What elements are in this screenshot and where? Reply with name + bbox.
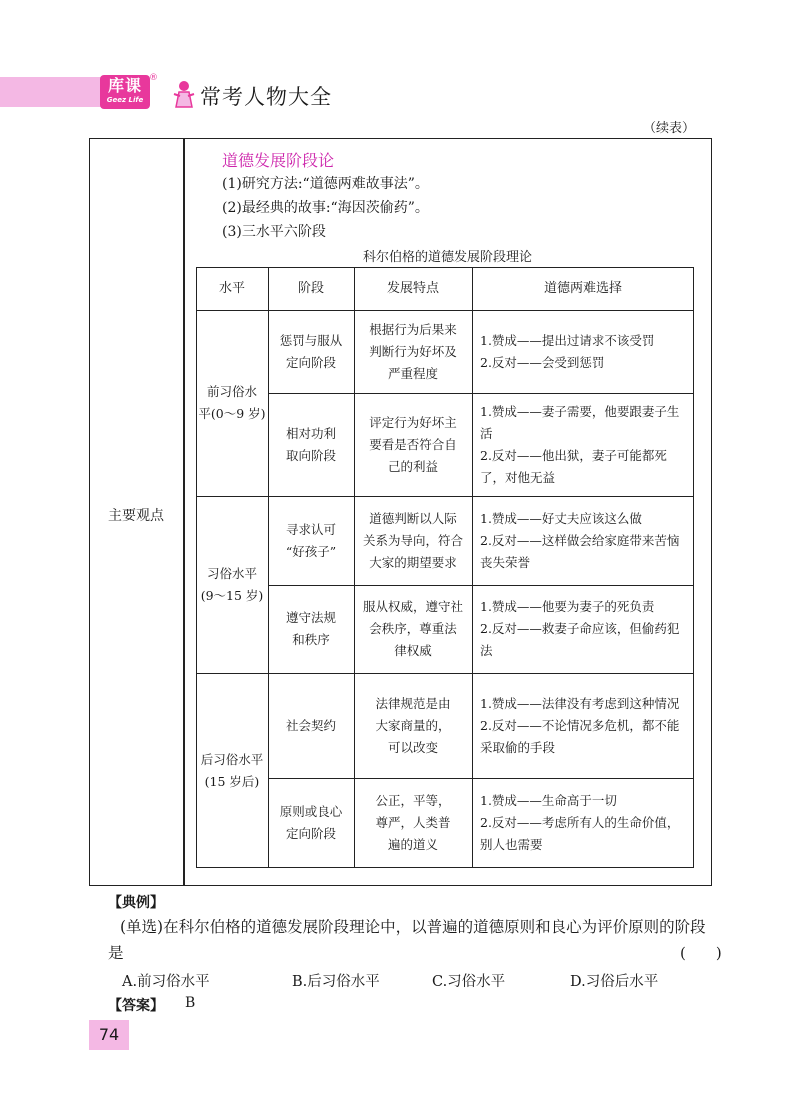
choice-cell: 1.赞成——法律没有考虑到这种情况 2.反对——不论情况多危机，都不能采取偷的手段: [480, 695, 680, 755]
stage-cell: 寻求认可 “好孩子”: [285, 521, 337, 559]
stage-cell: 相对功利 取向阶段: [285, 425, 336, 463]
choice-cell: 1.赞成——好丈夫应该这么做 2.反对——这样做会给家庭带来苦恼丧失荣誉: [480, 510, 680, 570]
choice-cell: 1.赞成——提出过请求不该受罚 2.反对——会受到惩罚: [480, 332, 655, 370]
stage-cell: 惩罚与服从 定向阶段: [279, 332, 343, 370]
page-number: 74: [98, 1025, 120, 1044]
section-item: (2)最经典的故事:“海因茨偷药”。: [222, 200, 429, 216]
brand-logo: 库课 Geez Life ®: [100, 75, 150, 109]
example-question: (单选)在科尔伯格的道德发展阶段理论中，以普遍的道德原则和良心为评价原则的阶段是: [108, 918, 706, 962]
example-heading: 【典例】: [108, 895, 164, 911]
feature-cell: 评定行为好坏主 要看是否符合自 己的利益: [369, 414, 457, 474]
option-a: A.前习俗水平: [122, 974, 210, 990]
feature-cell: 公正，平等， 尊严，人类普 遍的道义: [375, 793, 451, 852]
stage-cell: 社会契约: [285, 717, 336, 733]
choice-cell: 1.赞成——妻子需要，他要跟妻子生活 2.反对——他出狱，妻子可能都死了，对他无益: [480, 403, 680, 485]
answer-blank: ( ): [680, 944, 722, 962]
option-b: B.后习俗水平: [292, 974, 380, 990]
choice-cell: 1.赞成——他要为妻子的死负责 2.反对——救妻子命应该，但偷药犯法: [480, 599, 680, 658]
continued-label: （续表）: [642, 121, 695, 136]
header-choice: 道德两难选择: [543, 280, 622, 296]
header-feature: 发展特点: [386, 280, 439, 296]
feature-cell: 根据行为后果来 判断行为好坏及 严重程度: [369, 321, 457, 381]
stage-cell: 原则或良心 定向阶段: [279, 804, 343, 841]
feature-cell: 道德判断以人际 关系为导向，符合 大家的期望要求: [362, 510, 463, 570]
option-d: D.习俗后水平: [570, 974, 659, 990]
header-level: 水平: [218, 280, 245, 296]
feature-cell: 法律规范是由 大家商量的， 可以改变: [375, 695, 451, 755]
main-viewpoint-label: 主要观点: [108, 508, 164, 524]
option-c: C.习俗水平: [432, 974, 506, 990]
level-cell: 后习俗水平 (15 岁后): [200, 751, 264, 789]
section-item: (1)研究方法:“道德两难故事法”。: [222, 176, 429, 192]
stage-cell: 遵守法规 和秩序: [285, 610, 336, 647]
choice-cell: 1.赞成——生命高于一切 2.反对——考虑所有人的生命价值，别人也需要: [480, 793, 680, 852]
section-item: (3)三水平六阶段: [222, 224, 326, 240]
feature-cell: 服从权威，遵守社 会秩序，尊重法 律权威: [362, 599, 463, 658]
book-title: 常考人物大全: [200, 85, 332, 109]
section-title: 道德发展阶段论: [222, 151, 335, 170]
mascot-icon: [170, 80, 196, 108]
level-cell: 习俗水平 (9～15 岁): [200, 565, 264, 603]
header-stage: 阶段: [297, 280, 324, 296]
answer-heading: 【答案】: [108, 998, 164, 1014]
level-cell: 前习俗水 平(0～9 岁): [198, 384, 266, 421]
answer-value: B: [185, 995, 196, 1011]
table-caption: 科尔伯格的道德发展阶段理论: [362, 250, 532, 265]
